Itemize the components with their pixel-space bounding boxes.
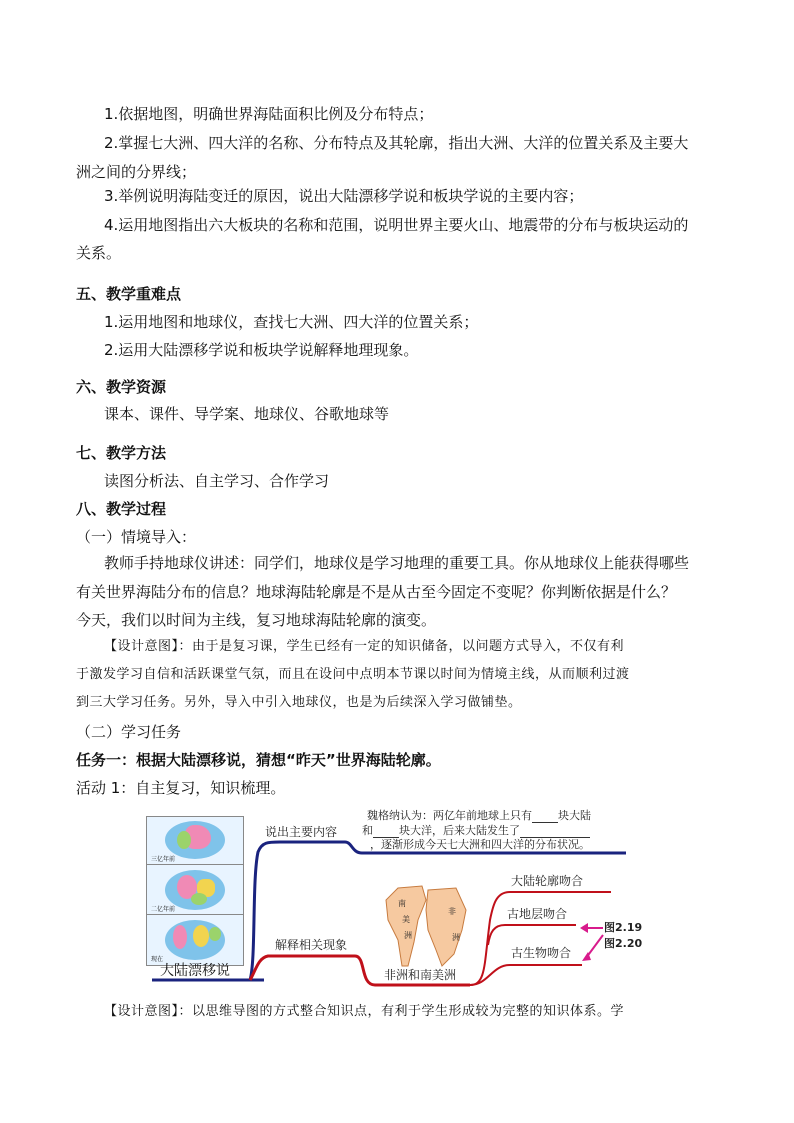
section8-heading: 八、教学过程 xyxy=(76,500,167,518)
figure-ref-2: 图2.20 xyxy=(604,937,643,950)
mindmap-leaf-strata: 古地层吻合 xyxy=(507,907,568,921)
goal-3: 3.举例说明海陆变迁的原因，说出大陆漂移学说和板块学说的主要内容； xyxy=(104,187,584,205)
globe-caption-3: 现在 xyxy=(151,956,164,963)
mindmap-main-content-line1 xyxy=(367,807,591,823)
goal-4-cont: 关系。 xyxy=(76,244,122,262)
intro-line-2: 有关世界海陆分布的信息？地球海陆轮廓是不是从古至今固定不变呢？你判断依据是什么？ xyxy=(76,583,677,601)
map-label-5: 洲 xyxy=(452,933,460,942)
section5-item-2: 2.运用大陆漂移学说和板块学说解释地理现象。 xyxy=(104,341,419,359)
intent1-line-1: 【设计意图】：由于是复习课，学生已经有一定的知识储备，以问题方式导入，不仅有利 xyxy=(104,639,625,654)
intent1-line-3: 到三大学习任务。另外，导入中引入地球仪，也是为后续深入学习做铺垫。 xyxy=(76,695,522,710)
map-label-4: 非 xyxy=(448,907,456,916)
section6-heading: 六、教学资源 xyxy=(76,378,167,396)
globe-image-3 xyxy=(146,914,244,966)
section5-item-1: 1.运用地图和地球仪，查找七大洲、四大洋的位置关系； xyxy=(104,313,479,331)
section7-heading: 七、教学方法 xyxy=(76,444,167,462)
fill-text-1c: 和 xyxy=(362,824,373,837)
fill-text-1d: 块大洋，后来大陆发生了 xyxy=(399,824,520,837)
goal-2: 2.掌握七大洲、四大洋的名称、分布特点及其轮廓，指出大洲、大洋的位置关系及主要大 xyxy=(104,134,689,152)
mindmap-leaf-outline: 大陆轮廓吻合 xyxy=(511,874,584,888)
mindmap-branch-main-content: 说出主要内容 xyxy=(265,825,338,839)
blank-drift xyxy=(520,822,590,838)
goal-2-cont: 洲之间的分界线； xyxy=(76,163,197,181)
map-label-3: 洲 xyxy=(404,931,412,940)
section5-heading: 五、教学重难点 xyxy=(76,285,182,303)
globe-caption-1: 三亿年前 xyxy=(151,856,176,863)
globe-caption-2: 二亿年前 xyxy=(151,906,176,913)
goal-4: 4.运用地图指出六大板块的名称和范围，说明世界主要火山、地震带的分布与板块运动的 xyxy=(104,216,689,234)
intro-line-3: 今天，我们以时间为主线，复习地球海陆轮廓的演变。 xyxy=(76,611,437,629)
map-label-2: 美 xyxy=(402,915,410,924)
section8-sub2: （二）学习任务 xyxy=(76,723,182,741)
section8-sub1: （一）情境导入： xyxy=(76,528,197,546)
activity1: 活动 1：自主复习，知识梳理。 xyxy=(76,779,286,797)
globe-image-2 xyxy=(146,864,244,916)
section6-text: 课本、课件、导学案、地球仪、谷歌地球等 xyxy=(104,405,390,423)
intent2-line-1: 【设计意图】：以思维导图的方式整合知识点，有利于学生形成较为完整的知识体系。学 xyxy=(104,1004,625,1019)
task1-title: 任务一：根据大陆漂移说，猜想“昨天”世界海陆轮廓。 xyxy=(76,751,441,769)
goal-1: 1.依据地图，明确世界海陆面积比例及分布特点； xyxy=(104,105,434,123)
blank-continents xyxy=(532,807,558,823)
globe-image-1 xyxy=(146,816,244,866)
intro-line-1: 教师手持地球仪讲述：同学们，地球仪是学习地理的重要工具。你从地球仪上能获得哪些 xyxy=(104,554,690,572)
intent1-line-2: 于激发学习自信和活跃课堂气氛，而且在设问中点明本节课以时间为情境主线，从而顺利过渡 xyxy=(76,667,630,682)
mindmap-root: 大陆漂移说 xyxy=(160,963,230,979)
mindmap-branch-explain: 解释相关现象 xyxy=(275,938,348,952)
blank-oceans xyxy=(373,822,399,838)
fill-text-1a: 魏格纳认为：两亿年前地球上只有 xyxy=(367,809,532,822)
map-label-1: 南 xyxy=(398,899,406,908)
mindmap-main-content-line2 xyxy=(362,822,590,838)
continent-fit-map xyxy=(378,880,472,976)
section7-text: 读图分析法、自主学习、合作学习 xyxy=(104,472,330,490)
mindmap-node-africa-sa: 非洲和南美洲 xyxy=(384,968,457,982)
mindmap-leaf-fossil: 古生物吻合 xyxy=(511,946,572,960)
mindmap-main-content-line3: ，逐渐形成今天七大洲和四大洋的分布状况。 xyxy=(370,838,590,851)
figure-ref-1: 图2.19 xyxy=(604,921,643,934)
fill-text-1b: 块大陆 xyxy=(558,809,591,822)
